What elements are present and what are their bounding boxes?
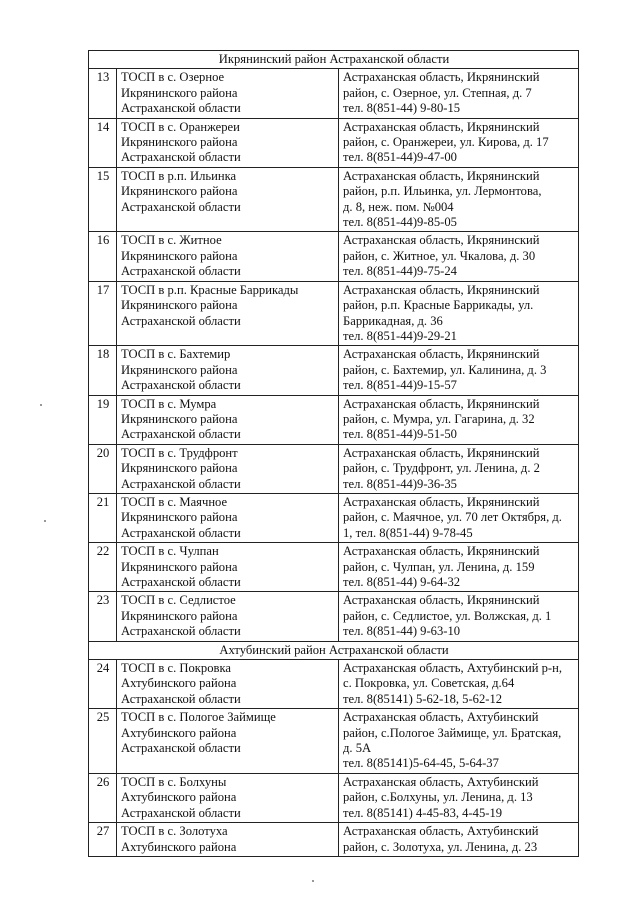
address-cell [339, 167, 579, 232]
address-line: район, с.Пологое Займище, ул. Братская, [343, 725, 562, 740]
organization-line: Астраханской области [121, 101, 241, 116]
organization-line: ТОСП в с. Чулпан [121, 544, 219, 559]
address-line: район, с. Озерное, ул. Степная, д. 7 [343, 85, 532, 100]
address-cell [339, 493, 579, 542]
table-row [89, 232, 579, 281]
organization-cell [117, 592, 339, 641]
organization-cell [117, 823, 339, 857]
organization-line: Икрянинского района [121, 559, 238, 574]
row-number: 26 [89, 773, 117, 822]
address-line: тел. 8(851-44) 9-63-10 [343, 624, 461, 639]
section-header-row [89, 51, 579, 69]
address-line: Астраханская область, Ахтубинский [343, 710, 539, 725]
address-line: Астраханская область, Икрянинский [343, 119, 540, 134]
address-cell [339, 592, 579, 641]
address-cell [339, 709, 579, 774]
organization-cell [117, 69, 339, 118]
address-line: район, с. Маячное, ул. 70 лет Октября, д. [343, 510, 562, 525]
organization-line: Астраханской области [121, 378, 241, 393]
address-cell [339, 281, 579, 346]
address-line: Астраханская область, Икрянинский [343, 445, 540, 460]
row-number: 20 [89, 444, 117, 493]
organization-cell [117, 773, 339, 822]
row-number: 21 [89, 493, 117, 542]
address-line: тел. 8(851-44)9-29-21 [343, 328, 457, 343]
table-row [89, 118, 579, 167]
row-number: 18 [89, 346, 117, 395]
organization-line: ТОСП в с. Мумра [121, 396, 217, 411]
organization-line: ТОСП в с. Озерное [121, 70, 225, 85]
address-line: тел. 8(85141) 4-45-83, 4-45-19 [343, 805, 503, 820]
address-line: Астраханская область, Ахтубинский [343, 774, 539, 789]
organization-cell [117, 281, 339, 346]
address-line: Астраханская область, Ахтубинский [343, 824, 539, 839]
address-line: Астраханская область, Икрянинский [343, 282, 540, 297]
address-line: район, р.п. Красные Баррикады, ул. [343, 298, 534, 313]
organization-line: ТОСП в с. Маячное [121, 494, 228, 509]
address-cell [339, 395, 579, 444]
organization-line: ТОСП в с. Житное [121, 233, 222, 248]
section-header-row [89, 641, 579, 659]
address-line: Астраханская область, Ахтубинский р-н, [343, 661, 562, 676]
organization-line: Астраханской области [121, 427, 241, 442]
address-line: район, с. Житное, ул. Чкалова, д. 30 [343, 248, 536, 263]
organization-line: Ахтубинского района [121, 725, 237, 740]
address-line: район, с. Оранжереи, ул. Кирова, д. 17 [343, 135, 549, 150]
address-line: Астраханская область, Икрянинский [343, 544, 540, 559]
row-number: 25 [89, 709, 117, 774]
scan-speck [40, 404, 42, 406]
address-line: Астраханская область, Икрянинский [343, 70, 540, 85]
address-cell [339, 823, 579, 857]
organization-cell [117, 232, 339, 281]
organization-line: Астраханской области [121, 264, 241, 279]
address-line: тел. 8(851-44)9-36-35 [343, 476, 457, 491]
table-row [89, 281, 579, 346]
address-line: Астраханская область, Икрянинский [343, 347, 540, 362]
organization-line: Астраханской области [121, 313, 241, 328]
address-line: Астраханская область, Икрянинский [343, 233, 540, 248]
organization-line: ТОСП в с. Золотуха [121, 824, 228, 839]
table-row [89, 660, 579, 709]
row-number: 24 [89, 660, 117, 709]
address-cell [339, 69, 579, 118]
address-line: Астраханская область, Икрянинский [343, 593, 540, 608]
organization-line: Астраханской области [121, 199, 241, 214]
table-row [89, 395, 579, 444]
address-line: район, с. Бахтемир, ул. Калинина, д. 3 [343, 362, 547, 377]
row-number: 17 [89, 281, 117, 346]
organization-line: Астраханской области [121, 575, 241, 589]
organization-cell [117, 709, 339, 774]
address-cell [339, 346, 579, 395]
address-line: тел. 8(851-44)9-75-24 [343, 264, 457, 279]
row-number: 23 [89, 592, 117, 641]
address-cell [339, 543, 579, 592]
address-cell [339, 118, 579, 167]
address-line: д. 5А [343, 741, 372, 756]
row-number: 14 [89, 118, 117, 167]
table-row [89, 709, 579, 774]
organization-line: Икрянинского района [121, 461, 238, 476]
organization-line: Астраханской области [121, 150, 241, 165]
organization-line: Икрянинского района [121, 184, 238, 199]
organization-cell [117, 118, 339, 167]
organization-line: Ахтубинского района [121, 676, 237, 691]
table-row [89, 444, 579, 493]
address-line: Астраханская область, Икрянинский [343, 396, 540, 411]
address-line: район, с. Седлистое, ул. Волжская, д. 1 [343, 608, 552, 623]
address-line: с. Покровка, ул. Советская, д.64 [343, 676, 515, 691]
organization-line: Астраханской области [121, 805, 241, 820]
organization-cell [117, 444, 339, 493]
address-line: Астраханская область, Икрянинский [343, 168, 540, 183]
address-line: Астраханская область, Икрянинский [343, 494, 540, 509]
organization-line: Икрянинского района [121, 85, 238, 100]
organization-line: Икрянинского района [121, 608, 238, 623]
row-number: 16 [89, 232, 117, 281]
table-row [89, 69, 579, 118]
organization-cell [117, 543, 339, 592]
address-line: д. 8, неж. пом. №004 [343, 199, 454, 214]
table-row [89, 773, 579, 822]
address-line: район, с.Болхуны, ул. Ленина, д. 13 [343, 790, 533, 805]
table-row [89, 592, 579, 641]
address-line: район, р.п. Ильинка, ул. Лермонтова, [343, 184, 542, 199]
organization-cell [117, 346, 339, 395]
organization-line: Икрянинского района [121, 411, 238, 426]
row-number: 19 [89, 395, 117, 444]
organization-line: Астраханской области [121, 691, 241, 706]
organization-line: Икрянинского района [121, 135, 238, 150]
organization-line: Икрянинского района [121, 248, 238, 263]
organization-cell [117, 395, 339, 444]
organization-cell [117, 493, 339, 542]
address-line: тел. 8(851-44)9-51-50 [343, 427, 457, 442]
registry-table [88, 50, 579, 857]
organization-line: Икрянинского района [121, 362, 238, 377]
organization-line: Астраханской области [121, 741, 241, 756]
address-line: тел. 8(851-44)9-47-00 [343, 150, 457, 165]
organization-line: Икрянинского района [121, 298, 238, 313]
organization-line: ТОСП в с. Трудфронт [121, 445, 238, 460]
row-number: 27 [89, 823, 117, 857]
organization-cell [117, 167, 339, 232]
address-line: район, с. Чулпан, ул. Ленина, д. 159 [343, 559, 535, 574]
table-row [89, 543, 579, 592]
address-cell [339, 773, 579, 822]
organization-line: Ахтубинского района [121, 790, 237, 805]
address-line: район, с. Мумра, ул. Гагарина, д. 32 [343, 411, 535, 426]
organization-line: ТОСП в р.п. Ильинка [121, 168, 237, 183]
address-line: тел. 8(851-44) 9-80-15 [343, 101, 461, 116]
organization-line: Астраханской области [121, 624, 241, 639]
registry-table-body [89, 51, 579, 857]
address-line: тел. 8(851-44)9-15-57 [343, 378, 457, 393]
address-line: тел. 8(85141)5-64-45, 5-64-37 [343, 756, 499, 771]
organization-line: Икрянинского района [121, 510, 238, 525]
scan-speck [44, 520, 46, 522]
table-row [89, 493, 579, 542]
address-line: район, с. Трудфронт, ул. Ленина, д. 2 [343, 461, 540, 476]
address-cell [339, 444, 579, 493]
address-cell [339, 660, 579, 709]
scan-speck [312, 880, 314, 882]
organization-line: ТОСП в р.п. Красные Баррикады [121, 282, 299, 297]
address-line: 1, тел. 8(851-44) 9-78-45 [343, 525, 473, 540]
address-line: Баррикадная, д. 36 [343, 313, 443, 328]
organization-line: ТОСП в с. Болхуны [121, 774, 227, 789]
address-line: район, с. Золотуха, ул. Ленина, д. 23 [343, 839, 538, 854]
table-row [89, 823, 579, 857]
organization-cell [117, 660, 339, 709]
address-line: тел. 8(851-44) 9-64-32 [343, 575, 461, 589]
row-number: 15 [89, 167, 117, 232]
organization-line: ТОСП в с. Пологое Займище [121, 710, 276, 725]
address-cell [339, 232, 579, 281]
organization-line: ТОСП в с. Покровка [121, 661, 231, 676]
organization-line: Астраханской области [121, 476, 241, 491]
table-row [89, 346, 579, 395]
organization-line: ТОСП в с. Оранжереи [121, 119, 240, 134]
table-row [89, 167, 579, 232]
section-title: Икрянинский район Астраханской области [89, 51, 579, 69]
row-number: 22 [89, 543, 117, 592]
address-line: тел. 8(851-44)9-85-05 [343, 215, 457, 230]
row-number: 13 [89, 69, 117, 118]
organization-line: Астраханской области [121, 525, 241, 540]
address-line: тел. 8(85141) 5-62-18, 5-62-12 [343, 691, 503, 706]
organization-line: ТОСП в с. Седлистое [121, 593, 236, 608]
organization-line: ТОСП в с. Бахтемир [121, 347, 231, 362]
organization-line: Ахтубинского района [121, 839, 237, 854]
section-title: Ахтубинский район Астраханской области [89, 641, 579, 659]
